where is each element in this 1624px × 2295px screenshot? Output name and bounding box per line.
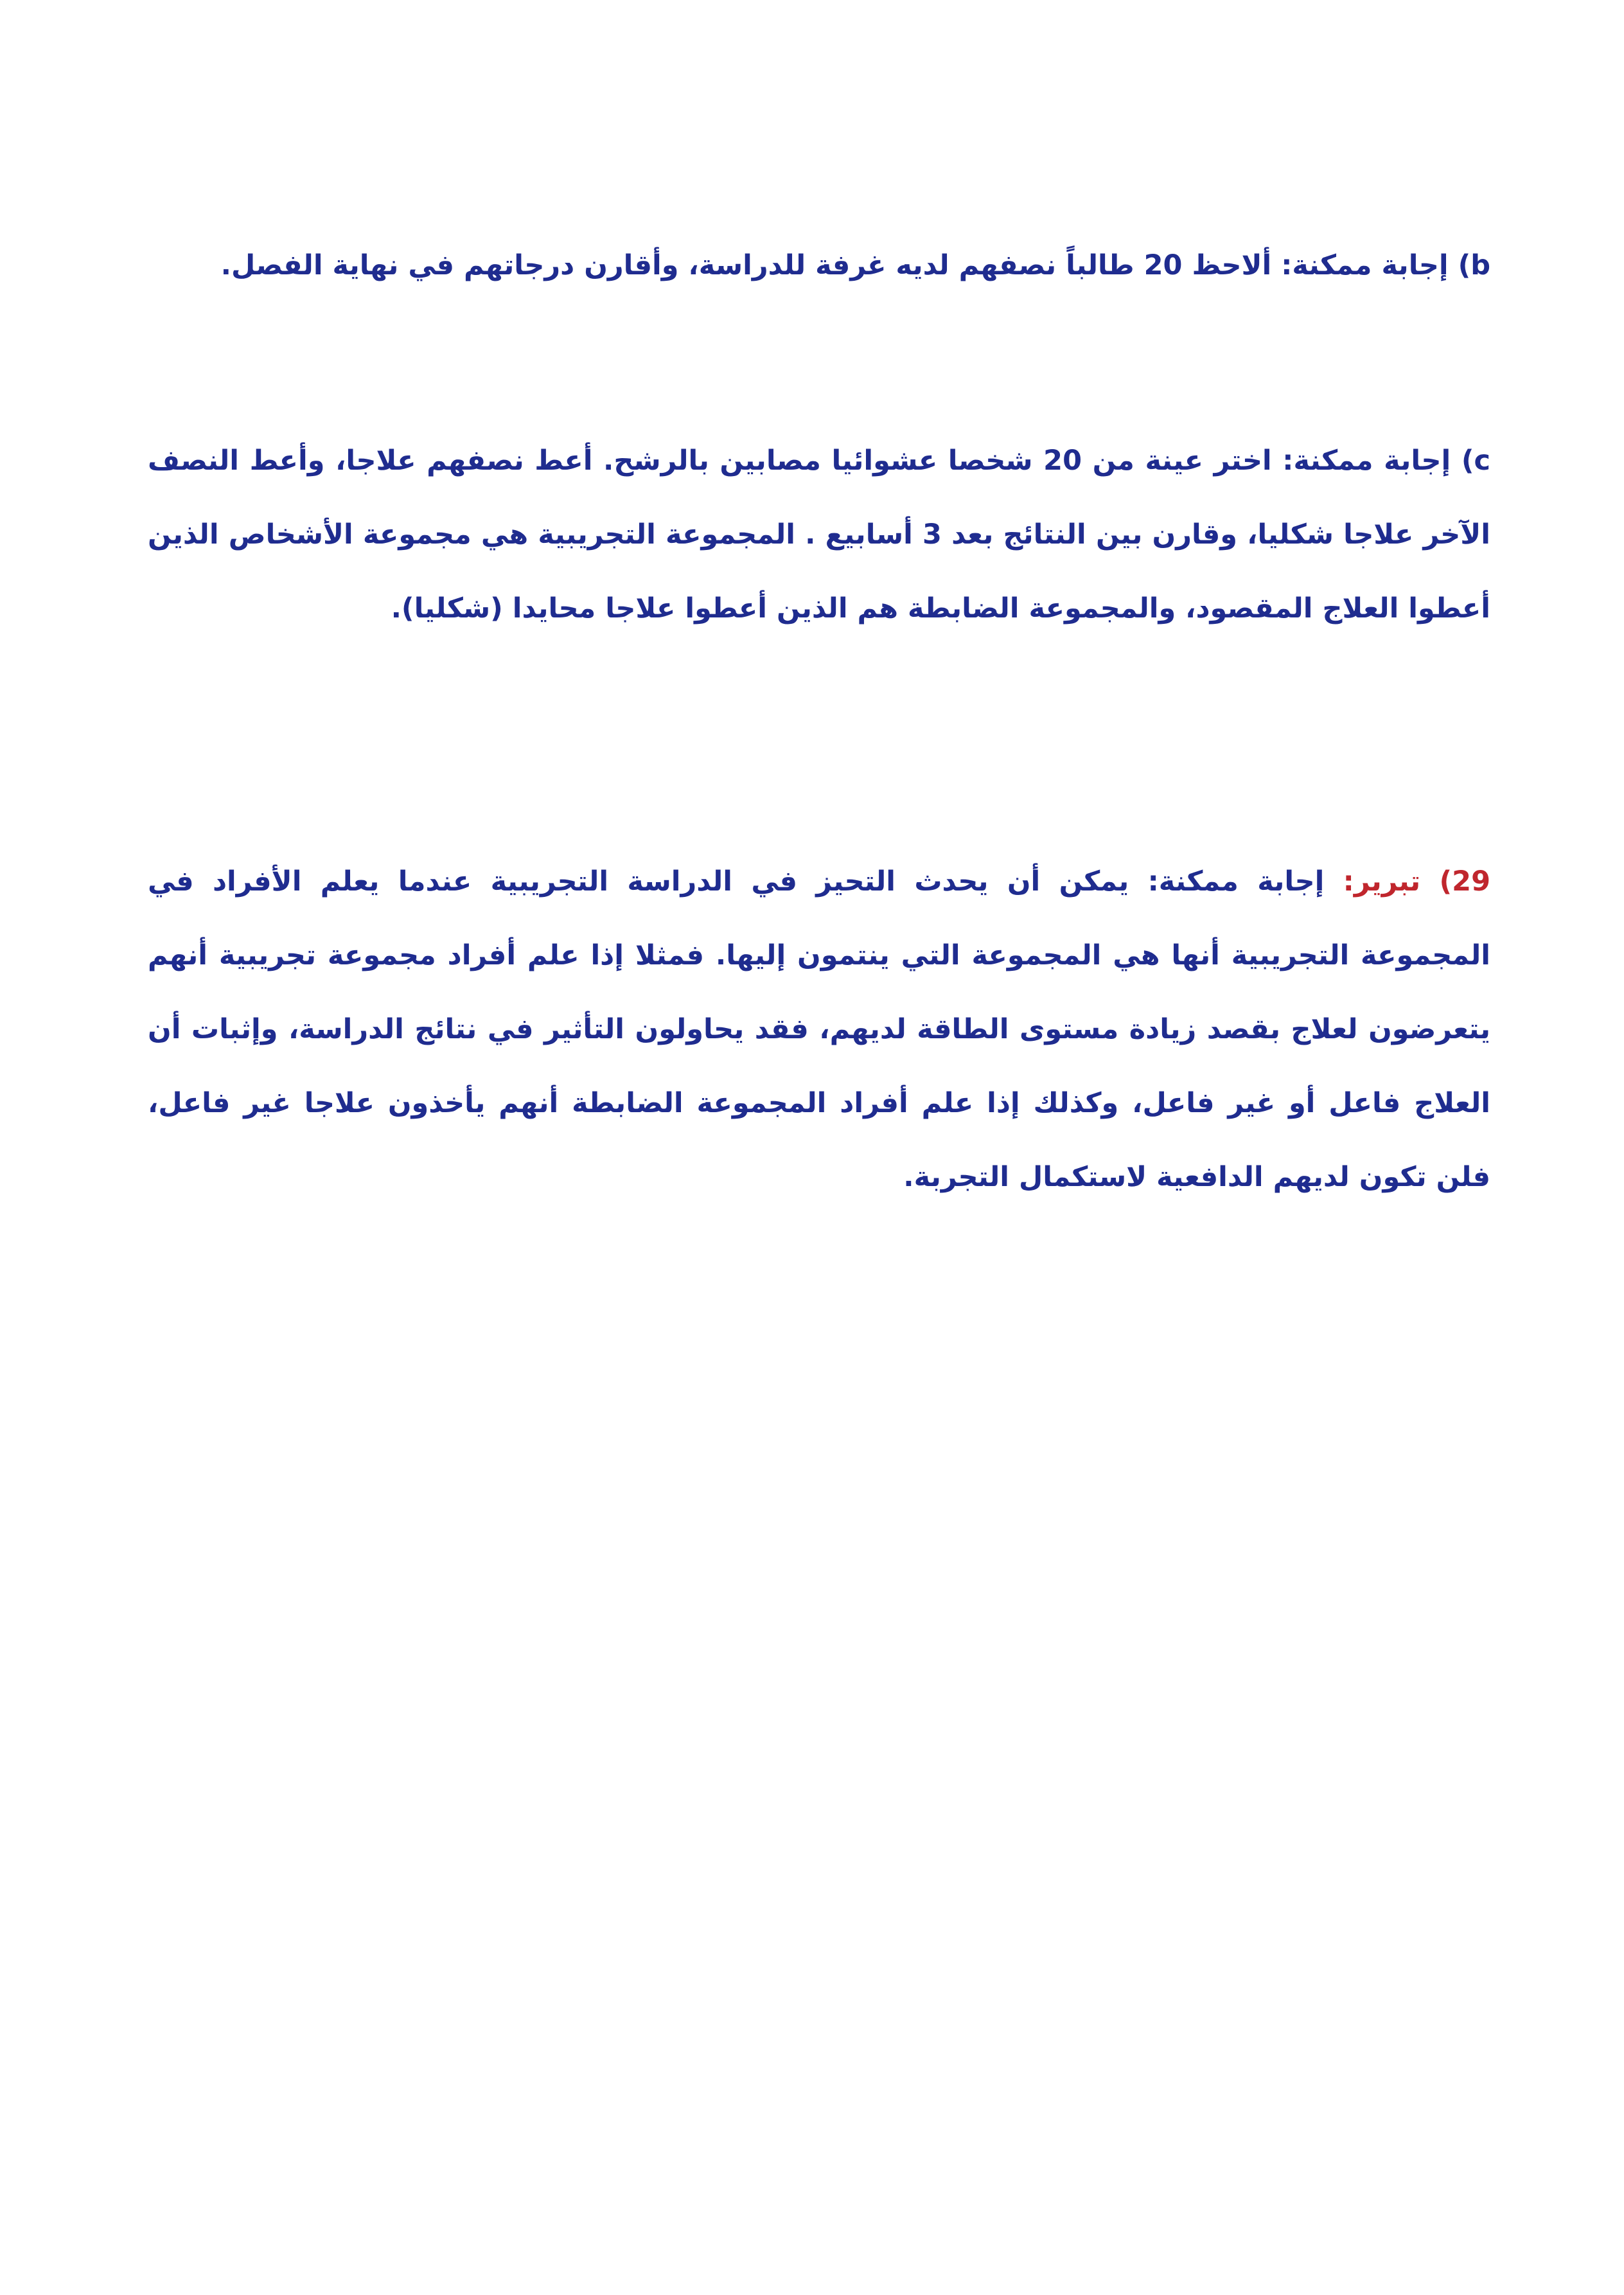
answer-b-marker: b) bbox=[1458, 249, 1490, 281]
answer-c-text: اختر عينة من 20 شخصا عشوائيا مصابين بالرشح. أعط نصفهم علاجا، وأعط النصف الآخر علاجا شكليا، وقارن بين النتائج بعد 3 أسابيع . المجموعة التجريبية هي مجموعة الأشخاص الذين أعطوا العلاج المقصود، والمجموعة الضابطة هم الذين أعطوا علاجا محايدا (شكليا). bbox=[148, 445, 1490, 625]
answer-29-number-label: 29) تبرير: bbox=[1343, 865, 1490, 898]
answer-29-text: يمكن أن يحدث التحيز في الدراسة التجريبية عندما يعلم الأفراد في المجموعة التجريبية أنها هي المجموعة التي ينتمون إليها. فمثلا إذا علم أفراد مجموعة تجريبية أنهم يتعرضون لعلاج بقصد زيادة مستوى الطاقة لديهم، فقد يحاولون التأثير في نتائج الدراسة، وإثبات أن العلاج فاعل أو غير فاعل، وكذلك إذا علم أفراد المجموعة الضابطة أنهم يأخذون علاجا غير فاعل، فلن تكون لديهم الدافعية لاستكمال التجربة. bbox=[148, 865, 1490, 1193]
answer-c-label: إجابة ممكنة: bbox=[1282, 445, 1451, 477]
answer-b-label: إجابة ممكنة: bbox=[1281, 249, 1449, 281]
answer-29 bbox=[148, 845, 1490, 1214]
answer-b bbox=[148, 229, 1490, 303]
answer-b-text: ألاحظ 20 طالباً نصفهم لديه غرفة للدراسة، وأقارن درجاتهم في نهاية الفصل. bbox=[220, 249, 1272, 281]
answer-c bbox=[148, 424, 1490, 646]
answer-29-label: إجابة ممكنة: bbox=[1147, 865, 1325, 898]
answer-c-marker: c) bbox=[1461, 445, 1490, 477]
